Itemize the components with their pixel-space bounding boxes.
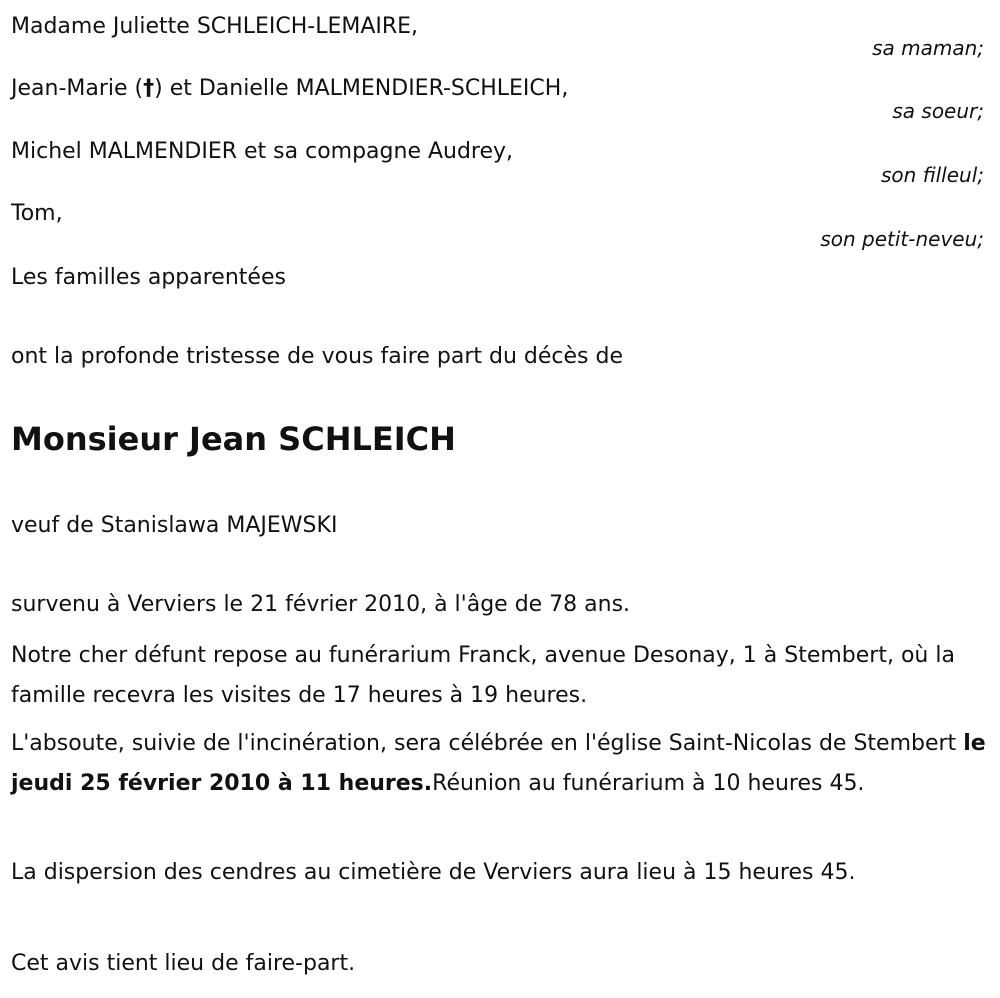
cross-icon: † bbox=[143, 76, 155, 101]
family-member-relation: sa maman; bbox=[872, 36, 984, 60]
family-member-relation: son petit-neveu; bbox=[820, 227, 984, 251]
death-details: survenu à Verviers le 21 février 2010, à l'âge de 78 ans. bbox=[11, 592, 631, 617]
family-member-name: Michel MALMENDIER et sa compagne Audrey, bbox=[11, 139, 514, 164]
family-member-relation: son filleul; bbox=[881, 163, 984, 187]
ashes-dispersion: La dispersion des cendres au cimetière de Verviers aura lieu à 15 heures 45. bbox=[11, 860, 856, 885]
funeral-home-details: Notre cher défunt repose au funérarium Franck, avenue Desonay, 1 à Stembert, où la famille recevra les visites de 17 heures à 19 heures. bbox=[11, 643, 955, 708]
widower-of: veuf de Stanislawa MAJEWSKI bbox=[11, 513, 338, 538]
deceased-name: Monsieur Jean SCHLEICH bbox=[11, 420, 456, 458]
family-member-name: Tom, bbox=[11, 201, 63, 226]
name-part: ) et Danielle MALMENDIER-SCHLEICH, bbox=[154, 76, 569, 101]
family-member-relation: sa soeur; bbox=[892, 99, 984, 123]
announcement: ont la profonde tristesse de vous faire part du décès de bbox=[11, 344, 623, 369]
ceremony-details bbox=[11, 724, 996, 804]
meeting-text: Réunion au funérarium à 10 heures 45. bbox=[432, 771, 865, 796]
name-part: Jean-Marie ( bbox=[11, 76, 144, 101]
closing-note: Cet avis tient lieu de faire-part. bbox=[11, 951, 356, 976]
related-families: Les familles apparentées bbox=[11, 265, 286, 290]
ceremony-date: le jeudi 25 février 2010 à 11 heures. bbox=[11, 731, 986, 796]
family-member-name bbox=[11, 74, 568, 104]
family-member-name: Madame Juliette SCHLEICH-LEMAIRE, bbox=[11, 14, 419, 39]
ceremony-text: L'absoute, suivie de l'incinération, sera célébrée en l'église Saint-Nicolas de Stembert bbox=[11, 731, 964, 756]
